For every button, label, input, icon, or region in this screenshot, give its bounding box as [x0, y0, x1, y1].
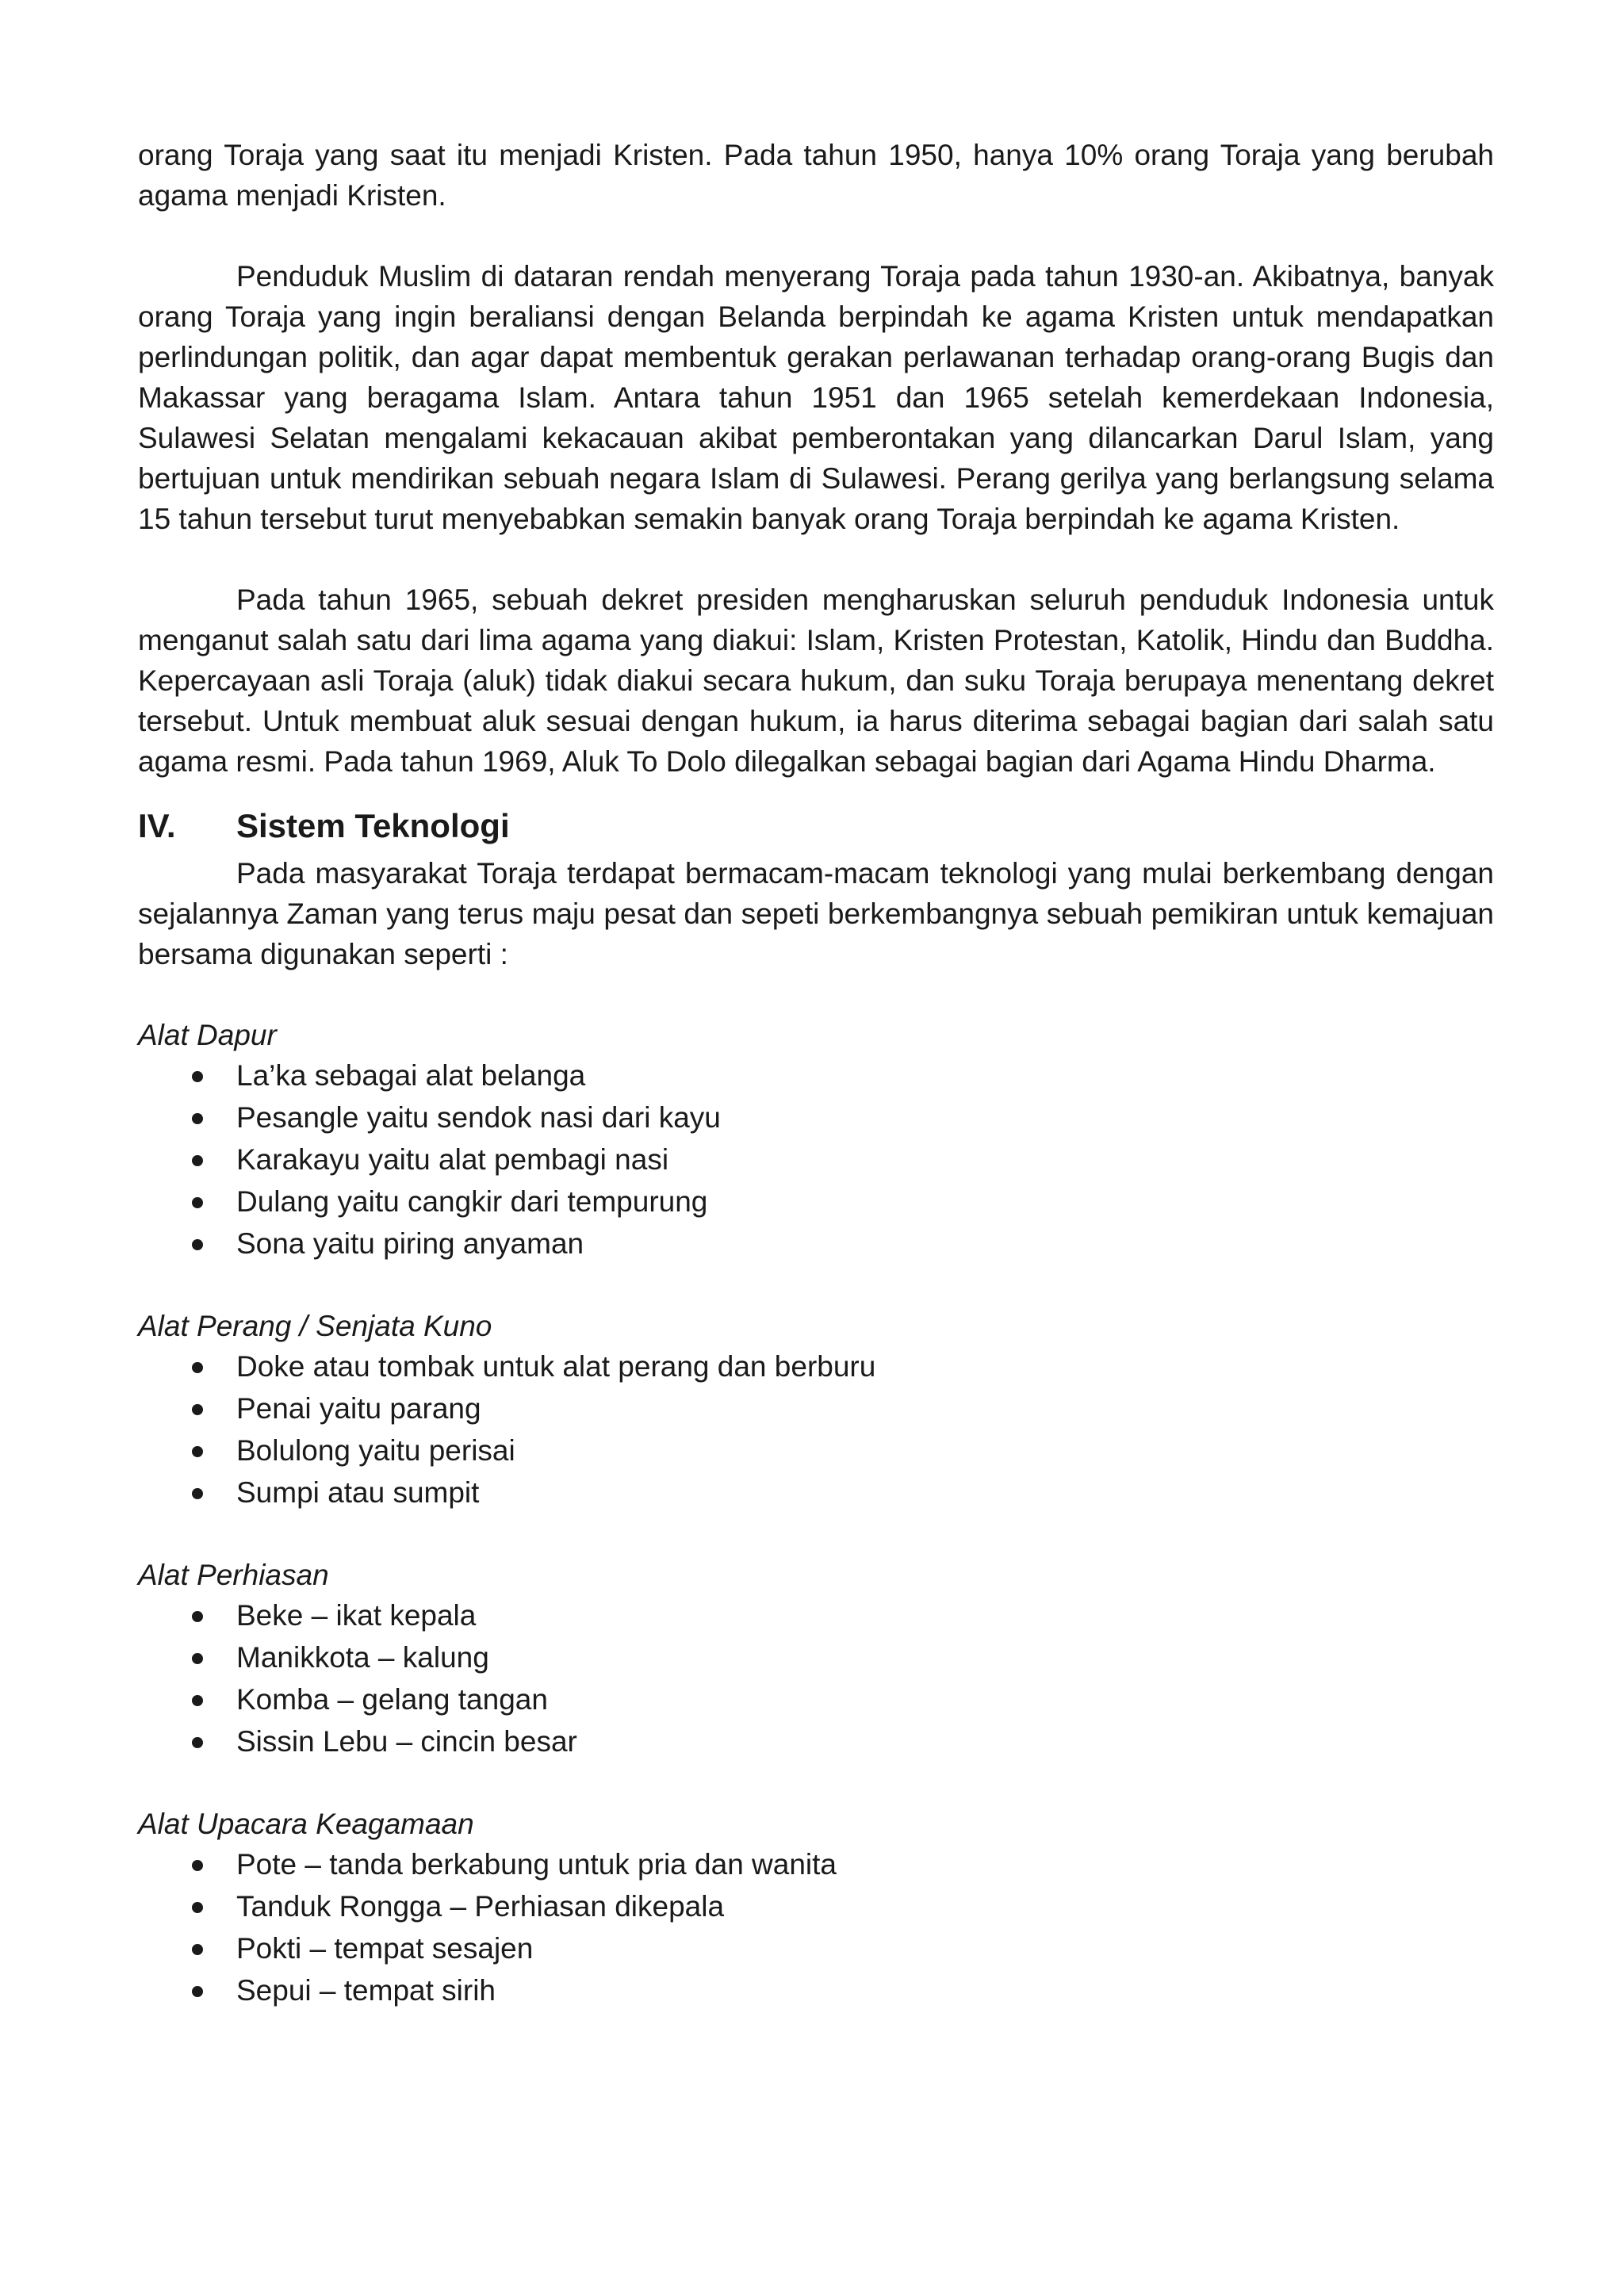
list-item: Manikkota – kalung — [138, 1637, 1494, 1679]
section-heading — [138, 802, 1494, 850]
bullet-icon — [192, 1071, 203, 1082]
bullet-icon — [192, 1695, 203, 1706]
list-item: La’ka sebagai alat belanga — [138, 1055, 1494, 1097]
group-title-weapons: Alat Perang / Senjata Kuno — [138, 1310, 492, 1342]
bullet-icon — [192, 1653, 203, 1664]
group-list-jewelry — [138, 1595, 1494, 1763]
group-title-jewelry: Alat Perhiasan — [138, 1559, 329, 1591]
bullet-icon — [192, 1239, 203, 1250]
bullet-icon — [192, 1737, 203, 1748]
section-title: Sistem Teknologi — [236, 807, 510, 844]
list-item: Penai yaitu parang — [138, 1388, 1494, 1430]
section-number: IV. — [138, 807, 176, 844]
list-item: Karakayu yaitu alat pembagi nasi — [138, 1139, 1494, 1181]
bullet-icon — [192, 1902, 203, 1913]
list-item: Pokti – tempat sesajen — [138, 1928, 1494, 1970]
group-title-kitchen: Alat Dapur — [138, 1019, 277, 1051]
list-item: Sissin Lebu – cincin besar — [138, 1721, 1494, 1763]
bullet-icon — [192, 1944, 203, 1955]
paragraph-2: Penduduk Muslim di dataran rendah menyerang Toraja pada tahun 1930-an. Akibatnya, banyak orang Toraja yang ingin beraliansi dengan Belanda berpindah ke agama Kristen untuk mendapatkan perlindungan politik, dan agar dapat membentuk gerakan perlawanan terhadap orang-orang Bugis dan Makassar yang beragama Islam. Antara tahun 1951 dan 1965 setelah kemerdekaan Indonesia, Sulawesi Selatan mengalami kekacauan akibat pemberontakan yang dilancarkan Darul Islam, yang bertujuan untuk mendirikan sebuah negara Islam di Sulawesi. Perang gerilya yang berlangsung selama 15 tahun tersebut turut menyebabkan semakin banyak orang Toraja berpindah ke agama Kristen. — [138, 260, 1494, 535]
bullet-icon — [192, 1446, 203, 1457]
bullet-icon — [192, 1113, 203, 1124]
list-item: Pesangle yaitu sendok nasi dari kayu — [138, 1097, 1494, 1139]
bullet-icon — [192, 1986, 203, 1997]
bullet-icon — [192, 1488, 203, 1499]
bullet-icon — [192, 1860, 203, 1871]
list-item: Beke – ikat kepala — [138, 1595, 1494, 1637]
bullet-icon — [192, 1404, 203, 1415]
list-item: Doke atau tombak untuk alat perang dan berburu — [138, 1346, 1494, 1388]
group-list-ceremony — [138, 1844, 1494, 2012]
bullet-icon — [192, 1362, 203, 1373]
technology-groups — [138, 1015, 1494, 2012]
document-page — [138, 135, 1494, 2012]
list-item: Bolulong yaitu perisai — [138, 1430, 1494, 1472]
list-item: Pote – tanda berkabung untuk pria dan wanita — [138, 1844, 1494, 1886]
group-title-ceremony: Alat Upacara Keagamaan — [138, 1808, 474, 1840]
list-item: Dulang yaitu cangkir dari tempurung — [138, 1181, 1494, 1223]
list-item: Tanduk Rongga – Perhiasan dikepala — [138, 1886, 1494, 1928]
bullet-icon — [192, 1197, 203, 1208]
bullet-icon — [192, 1611, 203, 1622]
list-item: Sona yaitu piring anyaman — [138, 1223, 1494, 1265]
section-intro: Pada masyarakat Toraja terdapat bermacam-macam teknologi yang mulai berkembang dengan sejalannya Zaman yang terus maju pesat dan sepeti berkembangnya sebuah pemikiran untuk kemajuan bersama digunakan seperti : — [138, 857, 1494, 970]
group-list-weapons — [138, 1346, 1494, 1514]
paragraph-1: orang Toraja yang saat itu menjadi Kristen. Pada tahun 1950, hanya 10% orang Toraja yang berubah agama menjadi Kristen. — [138, 139, 1494, 212]
group-list-kitchen — [138, 1055, 1494, 1265]
paragraph-3: Pada tahun 1965, sebuah dekret presiden mengharuskan seluruh penduduk Indonesia untuk menganut salah satu dari lima agama yang diakui: Islam, Kristen Protestan, Katolik, Hindu dan Buddha. Kepercayaan asli Toraja (aluk) tidak diakui secara hukum, dan suku Toraja berupaya menentang dekret tersebut. Untuk membuat aluk sesuai dengan hukum, ia harus diterima sebagai bagian dari salah satu agama resmi. Pada tahun 1969, Aluk To Dolo dilegalkan sebagai bagian dari Agama Hindu Dharma. — [138, 584, 1494, 778]
list-item: Sumpi atau sumpit — [138, 1472, 1494, 1514]
bullet-icon — [192, 1155, 203, 1166]
list-item: Sepui – tempat sirih — [138, 1970, 1494, 2012]
list-item: Komba – gelang tangan — [138, 1679, 1494, 1721]
